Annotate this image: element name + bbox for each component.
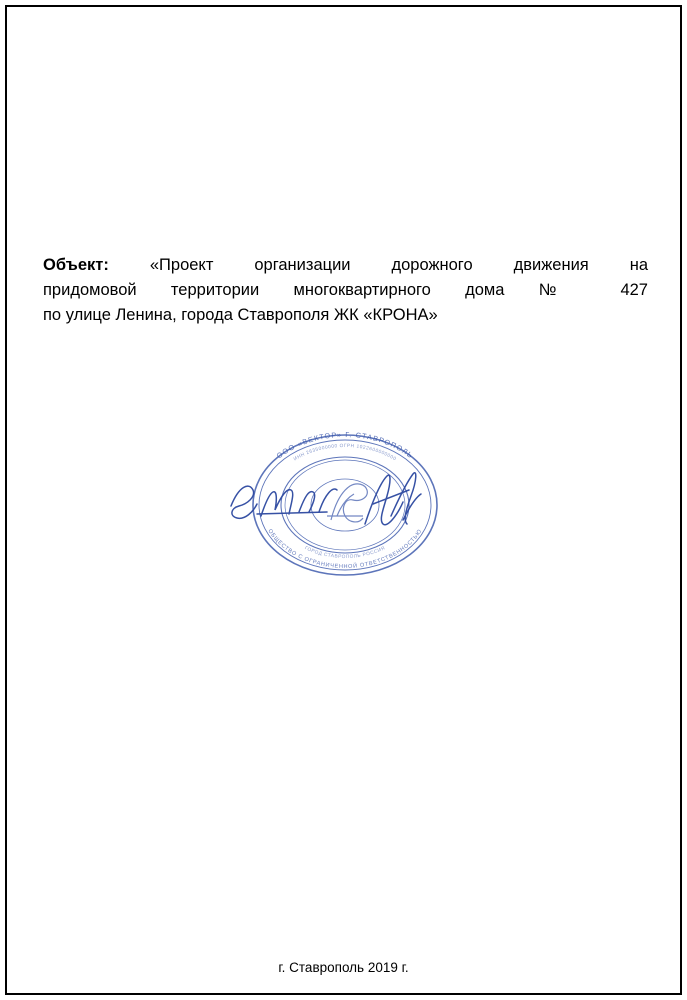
object-title-line-2: придомовой территории многоквартирного дома № 427 [43, 281, 648, 299]
page-content [5, 5, 682, 995]
object-title-block [43, 253, 648, 328]
stamp-and-signature-area [195, 420, 495, 590]
page-footer: г. Ставрополь 2019 г. [278, 960, 409, 975]
object-title-line-1 [43, 253, 648, 278]
stamp-outer-text-top: ООО «ВЕКТОР» Г. СТАВРОПОЛЬ [274, 429, 416, 461]
stamp-inner-arc-text-bottom: ГОРОД СТАВРОПОЛЬ РОССИЯ [303, 546, 387, 561]
object-title-line-3: по улице Ленина, города Ставрополя ЖК «КРОНА» [43, 306, 438, 324]
round-stamp-icon [195, 420, 495, 590]
object-label: Объект: [43, 256, 109, 274]
stamp-outer-text-bottom: ОБЩЕСТВО С ОГРАНИЧЕННОЙ ОТВЕТСТВЕННОСТЬЮ [266, 528, 424, 571]
stamp-inner-arc-text-top: ИНН 2635000000 ОГРН 1022600000000 [293, 443, 397, 463]
object-title-text-1: «Проект организации дорожного движения на [149, 256, 648, 274]
